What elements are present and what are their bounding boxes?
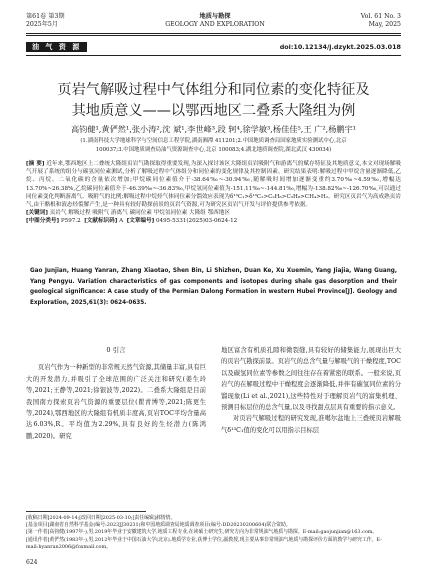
date-en: May, 2025 [368, 21, 401, 28]
date-cn: 2025年5月 [26, 21, 59, 28]
keywords-label: [关键词] [26, 210, 48, 217]
volume-issue-cn: 第61卷 第3期 [26, 13, 65, 20]
section-heading: 0 引言 [106, 346, 126, 354]
footnote-first-author: [第一作者]高钧健(1997年-),男,2019年毕业于安徽建筑大学,地质工程专业,在读硕士研究生,研究方向为非常规油气地质与勘探。E-mail:gaojunjian@163.com。 [26, 529, 378, 536]
affiliations [30, 137, 397, 155]
header-left [26, 13, 65, 29]
classification [26, 217, 401, 225]
keywords [26, 209, 401, 217]
article-number-label: [文章编号] [126, 218, 155, 225]
keywords-text: 页岩气 解吸过程 吸附气 游离气 碳同位素 甲烷氢同位素 大隆组 鄂西地区 [49, 210, 230, 217]
journal-name-cn: 地质与勘探 [199, 13, 231, 20]
paragraph: 地区富含有机质孔隙和微裂缝,具有较好的储集能力,展现出巨大的页岩气勘探前景。页岩气的总含气量与解吸气的干燥程度,TOC以及碳氢同位素等参数之间往往存在着紧密的联系。一般来说,页岩气的在解吸过程中干燥程度会逐渐降低,并伴有碳氢同位素的分馏现象(Li et al.,2021),这些特性对于理解页岩气的富集机理、预测目标层位的总含气量,以及寻找甜点层具有重要的指示意义。 [221, 347, 401, 412]
title-line-2: 其地质意义——以鄂西地区二叠系大隆组为例 [71, 103, 356, 119]
doi[interactable]: doi:10.12134/j.dzykt.2025.03.018 [279, 43, 401, 51]
paragraph: 对页岩气解吸过程的研究发现,准噶尔盆地上三叠统页岩解吸气δ¹³C₁值的变化可以用指示目标层 [221, 415, 401, 434]
affiliation-line-1: (1.湖南科技大学地球科学与空间信息工程学院,湖南湘潭 411201;2.中国地质调查局国家地质实验测试中心,北京 [80, 138, 347, 144]
clc-label: [中图分类号] [26, 218, 60, 225]
footnote-rule [26, 511, 146, 512]
doccode-label: [文献标识码] [84, 218, 118, 225]
doi-rule [26, 55, 401, 56]
author-list: 高钧健¹,黄俨然¹,张小涛²,沈 斌¹,李世峰³,段 轲⁴,徐学敏³,杨佳佳⁵,王 广²,杨鹏宇¹ [70, 124, 357, 134]
abstract-text: 近年来,鄂西地区上二叠统大隆组页岩气勘探取得重要发现,为深入探讨该区大隆组页岩吸附气和游离气的赋存特征及其地质意义,本文对现场解吸气开展了系统的组分与碳氢同位素测试,分析了解吸过程中气体组分和同位素的变化规律及其控制因素。研究结果表明:解吸过程中甲烷含量逐渐降低,乙烷、丙烷、二氧化碳的含量依次增加;甲烷碳同位素值介于-38.64‰~-30.94‰,随解吸时间增加逐渐变重约3.70‰~4.59‰,增幅达13.70%~26.38%,乙烷碳同位素值介于-46.39‰~-36.83‰,甲烷氢同位素值为-151.11‰~-144.81‰,增幅为-138.82‰~-126.70‰,可以通过同位素变化判断游离气、吸附气的比例;解吸过程中烷烃气体同位素分馏效应表现为δ¹³C₁>δ¹³C₂>C₂H₆>C₃H₈>CH₄>H₂。研究区页岩气为高成熟页岩气,由干酪根和液态烃裂解产生,是一种具有较好勘探前景的页岩气资源,可为研究区页岩气开发与评价提供参考依据。 [26, 161, 402, 209]
volume-issue-en: Vol. 61 No. 3 [360, 13, 401, 20]
header-right [361, 13, 401, 29]
abstract-label: [摘 要] [26, 161, 45, 167]
column-label: 油 气 资 源 [26, 42, 87, 52]
header-rule [26, 33, 401, 34]
page-number: 624 [26, 559, 38, 566]
footnote-corresponding: [通讯作者]黄俨然(1983年-),男,2012年毕业于中国石油大学(北京),地质学专业,获博士学位,副教授,现主要从事非常规油气地质与勘探评价方面的教学与研究工作。E-mail:hyanran2006@foxmail.com。 [26, 536, 382, 550]
abstract [26, 160, 401, 209]
body-right-column [221, 345, 401, 436]
title-line-1: 页岩气解吸过程中气体组分和同位素的变化特征及 [57, 82, 370, 98]
body-left-column [26, 345, 206, 442]
footnotes [26, 515, 401, 551]
footnote-received: [收稿日期]2024-09-14;[改回日期]2025-03-10;[责任编辑]郝情情。 [26, 515, 176, 521]
footnote-fund: [基金项目]湖南省自然科学基金(编号:2023JJ30231)和中国地质调查局地质调查项目(编号:DD20230200604)联合资助。 [26, 522, 291, 529]
doccode-value: A [119, 218, 124, 225]
journal-name-en: GEOLOGY AND EXPLORATION [165, 21, 265, 28]
header-rule-2 [26, 35, 401, 36]
paragraph: 页岩气作为一种新型的非常规天然气资源,其储量丰富,具有巨大的开发潜力,并吸引了全球范围的广泛关注和研究(姜生玲等,2021;王静等,2021;徐银波等,2022)。二叠系大隆组是目前我国南方探索页岩气资源的重要层位(瞿青博等,2021;陈更生等,2024),鄂西地区的大隆组有机质丰度高,页岩TOC平均含量高达6.03%,R。平均值为2.29%,具有良好的生烃潜力(陈鸿鹏,2020)。研究 [26, 364, 206, 440]
english-citation: Gao Junjian, Huang Yanran, Zhang Xiaotao, Shen Bin, Li Shizhen, Duan Ke, Xu Xuemin, Yang Jiajia, Wang Guang, Yang Pengyu. Variation characteristics of gas components and isotopes during shale gas desorption and their geological significance: A case study of the Permian Dalong Formation in western Hubei Province[J]. Geology and Exploration, 2025,61(3): 0624-0635. [30, 268, 397, 306]
article-number-value: 0495-5331(2025)03-0624-12 [155, 218, 238, 225]
header-center [150, 13, 280, 29]
article-title [20, 80, 407, 122]
affiliation-line-2: 100037;3.中国地质调查局油气资源调查中心,北京 100083;4.湖北地质调查院,湖北武汉 430034) [95, 147, 332, 153]
clc-value: P597.2 [60, 218, 81, 225]
abstract-block [26, 160, 401, 260]
